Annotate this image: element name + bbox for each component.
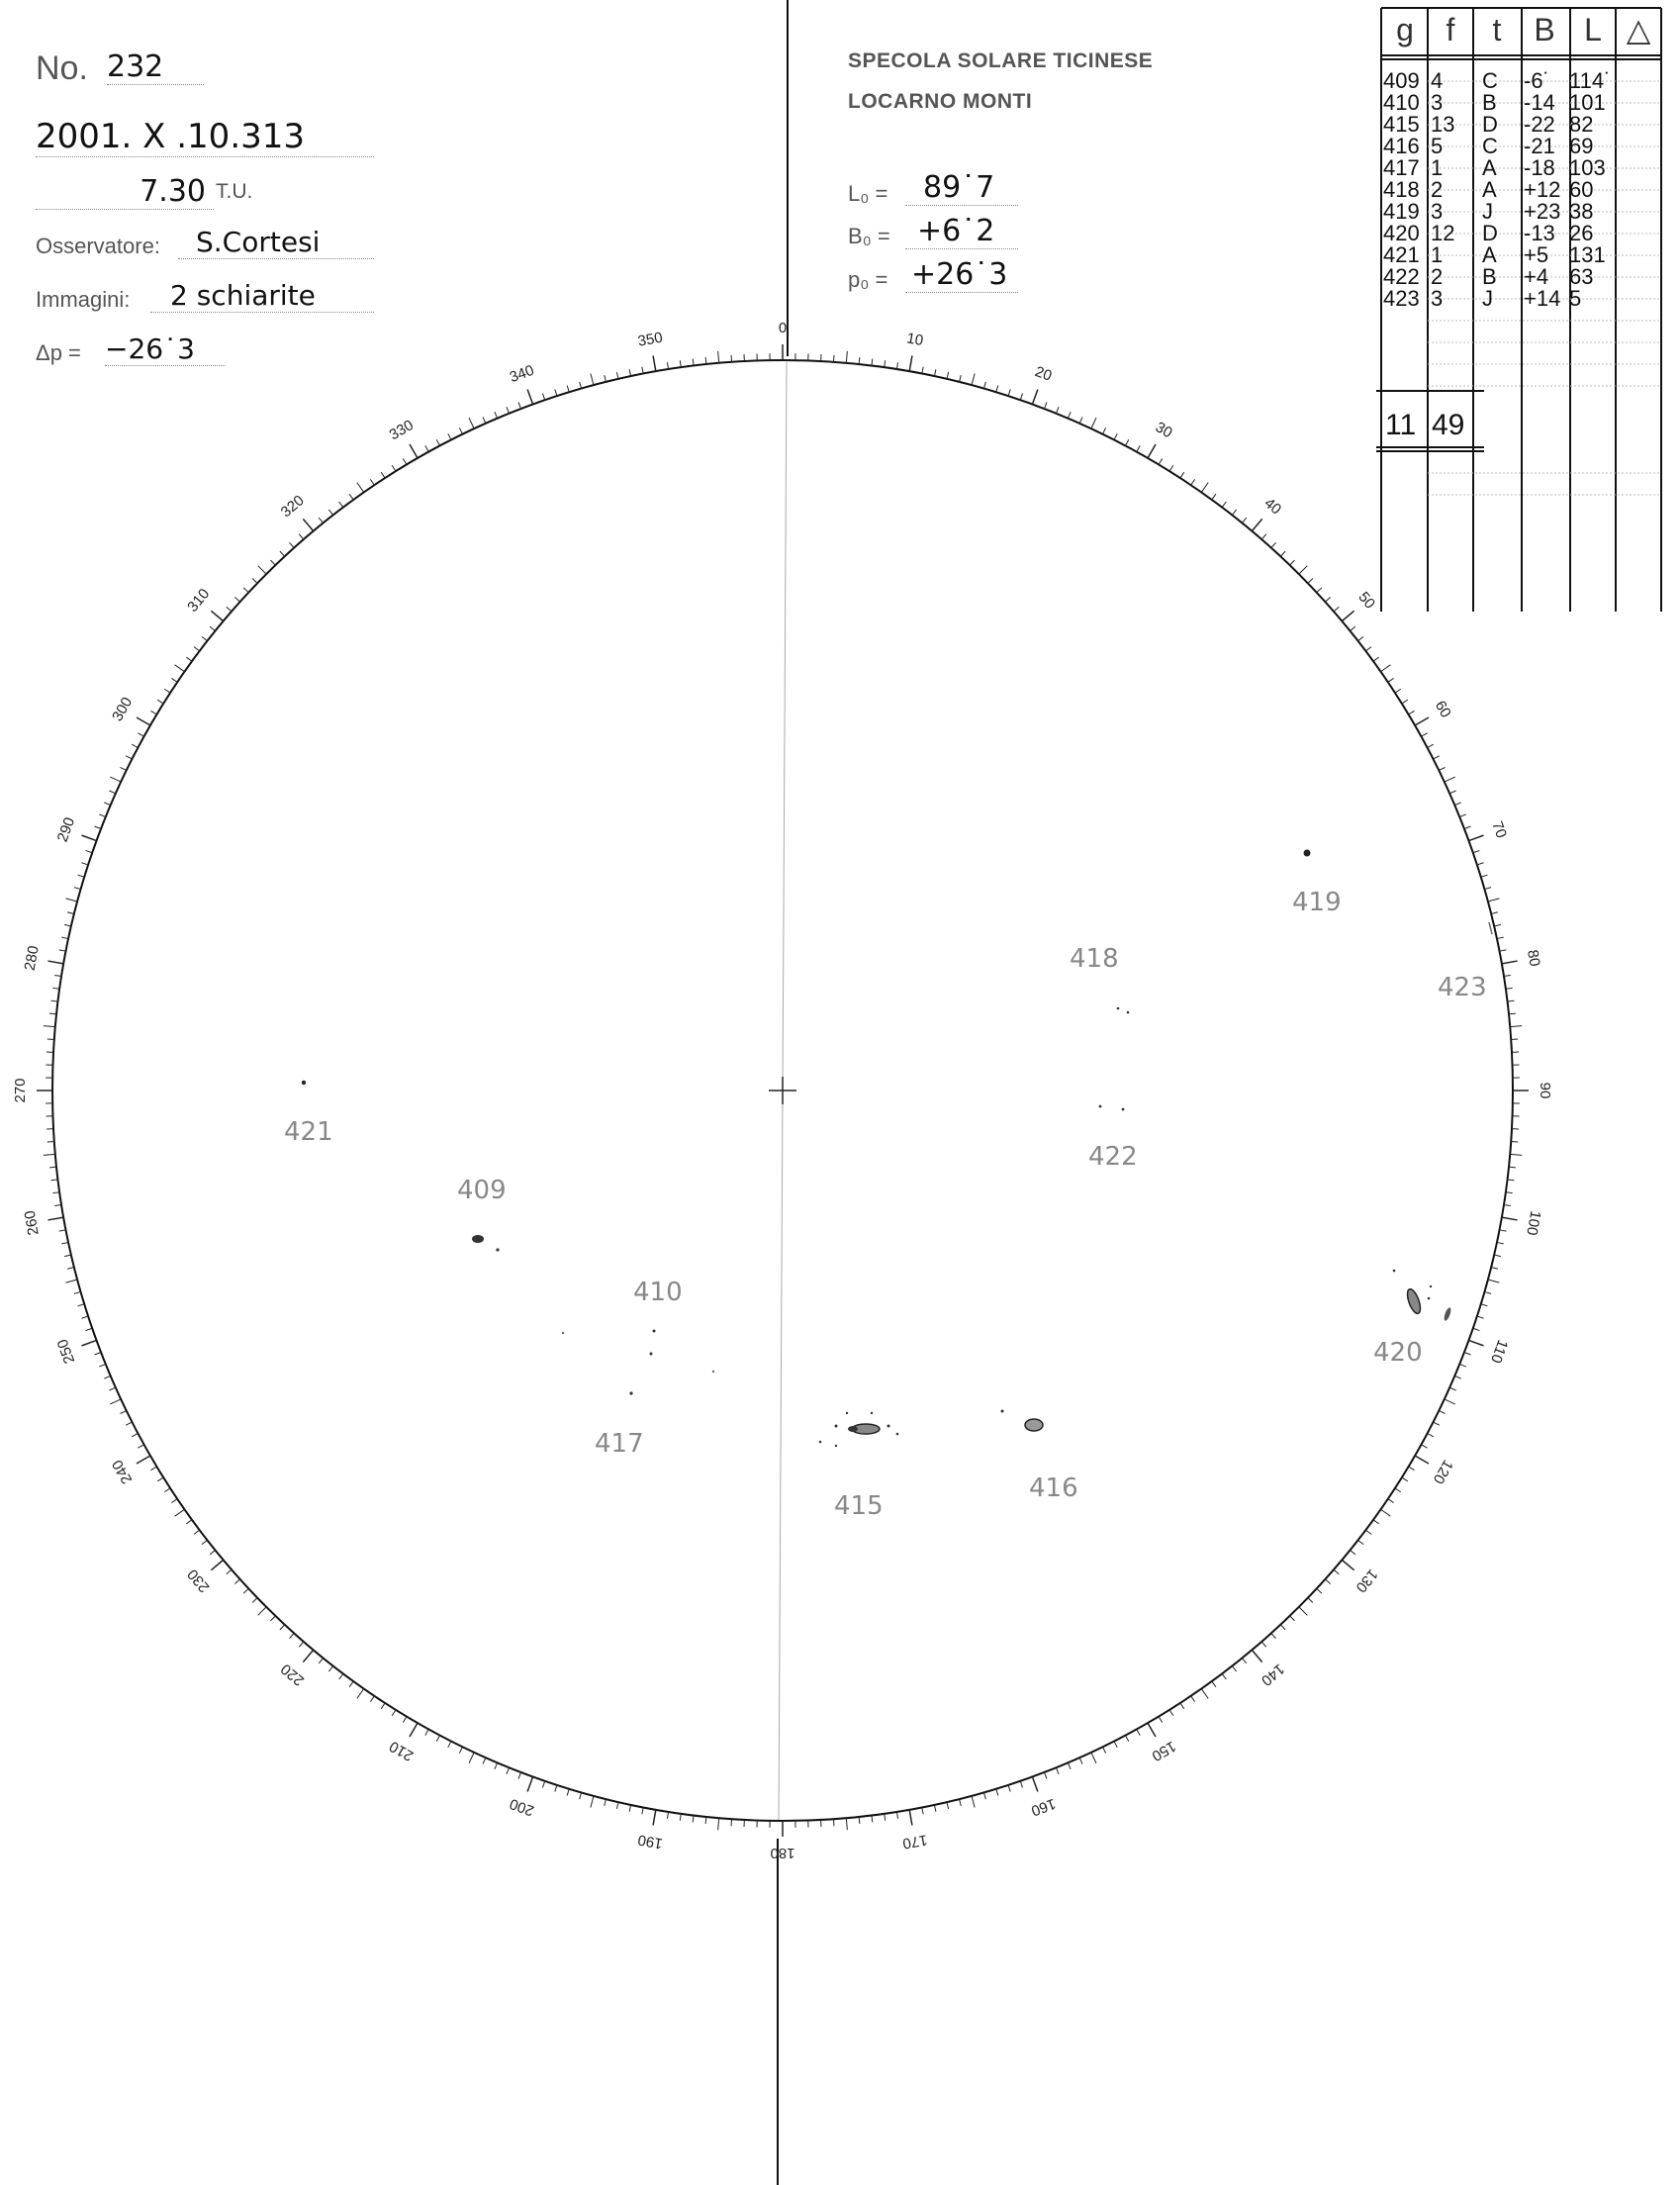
group-label-420: 420 — [1373, 1338, 1423, 1368]
table-cell: -6˙ — [1524, 68, 1550, 93]
degree-label: 0 — [778, 319, 788, 336]
table-cell: C — [1482, 68, 1498, 93]
group-label-419: 419 — [1292, 888, 1342, 917]
table-cell: 2 — [1431, 177, 1444, 202]
table-cell: C — [1482, 134, 1498, 158]
table-cell: 421 — [1383, 242, 1420, 267]
table-total-groups: 11 — [1385, 409, 1417, 441]
degree-label: 310 — [184, 585, 214, 616]
no-value: 232 — [107, 49, 204, 85]
degree-label: 60 — [1431, 698, 1454, 721]
degree-label: 10 — [905, 330, 925, 349]
table-cell: 418 — [1383, 177, 1420, 202]
table-header-delta: △ — [1626, 12, 1651, 48]
images-value: 2 schiarite — [150, 279, 374, 313]
table-cell: 3 — [1431, 286, 1444, 311]
degree-label: 300 — [109, 694, 137, 724]
degree-label: 210 — [386, 1737, 417, 1764]
table-cell: 3 — [1431, 199, 1444, 224]
table-cell: 422 — [1383, 264, 1420, 289]
table-cell: 410 — [1383, 90, 1420, 115]
spot-group-417-marks — [629, 1391, 632, 1394]
table-cell: A — [1482, 177, 1497, 202]
l0-value: 89˙7 — [905, 170, 1018, 206]
table-cell: 423 — [1383, 286, 1420, 311]
table-cell: D — [1482, 221, 1498, 245]
spot-group-410-marks — [562, 1330, 714, 1374]
table-cell: 1 — [1431, 155, 1444, 180]
table-cell: A — [1482, 242, 1497, 267]
observer-value: S.Cortesi — [178, 226, 374, 259]
table-cell: J — [1482, 199, 1493, 224]
degree-label: 320 — [277, 492, 308, 522]
degree-label: 30 — [1152, 419, 1175, 442]
table-cell: -18 — [1524, 155, 1555, 180]
spot-group-416-marks — [1001, 1410, 1044, 1432]
degree-label: 340 — [507, 361, 537, 387]
table-cell: 420 — [1383, 221, 1420, 245]
b0-label: B₀ = — [848, 224, 890, 248]
date-value: 2001. X .10.313 — [36, 117, 374, 157]
spot-group-419-marks — [1304, 850, 1311, 857]
observer-label: Osservatore: — [36, 234, 160, 258]
time-value: 7.30 — [36, 174, 214, 210]
degree-label: 20 — [1032, 363, 1055, 385]
table-cell: 82 — [1569, 112, 1594, 137]
table-cell: B — [1482, 90, 1497, 115]
p0-label: p₀ = — [848, 267, 888, 292]
degree-label: 260 — [21, 1208, 43, 1237]
table-cell: 131 — [1569, 242, 1606, 267]
spot-group-421-marks — [302, 1081, 306, 1085]
table-cell: 416 — [1383, 134, 1420, 158]
group-label-422: 422 — [1088, 1142, 1138, 1172]
table-cell: 101 — [1569, 90, 1606, 115]
table-cell: 13 — [1431, 112, 1455, 137]
b0-value: +6˙2 — [905, 214, 1018, 249]
table-total-spots: 49 — [1432, 409, 1465, 441]
degree-label: 230 — [184, 1566, 214, 1596]
table-cell: 2 — [1431, 264, 1444, 289]
degree-label: 280 — [21, 944, 43, 973]
group-label-417: 417 — [595, 1429, 644, 1459]
degree-label: 90 — [1537, 1082, 1554, 1099]
group-label-421: 421 — [284, 1117, 333, 1147]
table-cell: J — [1482, 286, 1493, 311]
table-cell: 26 — [1569, 221, 1594, 245]
table-cell: +14 — [1524, 286, 1561, 311]
table-cell: 114˙ — [1569, 68, 1612, 93]
time-unit: T.U. — [216, 180, 253, 203]
table-header-l: L — [1584, 12, 1602, 48]
table-cell: 38 — [1569, 199, 1594, 224]
degree-label: 160 — [1028, 1794, 1059, 1820]
table-cell: D — [1482, 112, 1498, 137]
degree-label: 350 — [636, 329, 665, 350]
spot-group-420-marks — [1393, 1270, 1452, 1322]
table-cell: 3 — [1431, 90, 1444, 115]
table-cell: +4 — [1524, 264, 1549, 289]
degree-label: 110 — [1486, 1337, 1512, 1366]
degree-label: 220 — [277, 1660, 308, 1689]
table-cell: 5 — [1431, 134, 1444, 158]
group-label-418: 418 — [1070, 944, 1119, 974]
spot-group-418-marks — [1117, 1007, 1130, 1014]
table-cell: 12 — [1431, 221, 1455, 245]
table-cell: 4 — [1431, 68, 1444, 93]
degree-label: 140 — [1258, 1660, 1288, 1689]
table-cell: 409 — [1383, 68, 1420, 93]
degree-label: 170 — [900, 1831, 929, 1852]
degree-label: 190 — [636, 1831, 665, 1852]
table-header-b: B — [1534, 12, 1555, 48]
table-header-t: t — [1492, 12, 1502, 48]
degree-label: 40 — [1260, 494, 1285, 519]
institute-line1: SPECOLA SOLARE TICINESE — [848, 49, 1154, 72]
degree-label: 200 — [507, 1794, 537, 1820]
degree-label: 330 — [386, 417, 417, 444]
degree-label: 240 — [109, 1457, 137, 1487]
spot-group-415-marks — [819, 1412, 899, 1447]
degree-label: 290 — [53, 814, 79, 845]
dp-label: Δp = — [36, 340, 81, 365]
l0-label: L₀ = — [848, 181, 888, 206]
degree-label: 180 — [770, 1845, 795, 1862]
no-label: No. — [36, 49, 88, 87]
degree-label: 100 — [1523, 1208, 1544, 1237]
degree-label: 250 — [53, 1336, 79, 1367]
spot-group-409-marks — [472, 1235, 500, 1252]
table-cell: B — [1482, 264, 1497, 289]
table-header-f: f — [1446, 12, 1455, 48]
table-cell: +5 — [1524, 242, 1549, 267]
degree-label: 270 — [11, 1078, 29, 1103]
table-cell: 415 — [1383, 112, 1420, 137]
table-cell: +23 — [1524, 199, 1561, 224]
degree-label: 120 — [1429, 1457, 1456, 1487]
group-label-410: 410 — [633, 1278, 683, 1307]
degree-label: 70 — [1488, 818, 1510, 841]
group-label-409: 409 — [457, 1176, 507, 1205]
degree-label: 130 — [1352, 1566, 1381, 1596]
spot-group-422-marks — [1099, 1105, 1125, 1111]
table-cell: 60 — [1569, 177, 1594, 202]
table-cell: +12 — [1524, 177, 1561, 202]
table-cell: 63 — [1569, 264, 1594, 289]
degree-label: 50 — [1354, 588, 1379, 613]
table-cell: 419 — [1383, 199, 1420, 224]
group-label-415: 415 — [834, 1491, 884, 1521]
table-cell: -13 — [1524, 221, 1555, 245]
images-label: Immagini: — [36, 287, 131, 312]
table-cell: 5 — [1569, 286, 1582, 311]
table-header-g: g — [1396, 12, 1414, 48]
degree-label: 80 — [1524, 948, 1543, 968]
degree-label: 150 — [1149, 1737, 1179, 1764]
p0-value: +26˙3 — [905, 257, 1018, 293]
table-cell: -21 — [1524, 134, 1555, 158]
dp-value: −26˙3 — [105, 332, 226, 366]
institute-line2: LOCARNO MONTI — [848, 90, 1033, 113]
group-label-416: 416 — [1029, 1473, 1078, 1503]
table-cell: 103 — [1569, 155, 1606, 180]
table-cell: -14 — [1524, 90, 1555, 115]
table-cell: -22 — [1524, 112, 1555, 137]
table-cell: 1 — [1431, 242, 1444, 267]
spot-group-423-marks — [1489, 922, 1492, 934]
group-label-423: 423 — [1438, 973, 1487, 1002]
table-cell: 69 — [1569, 134, 1594, 158]
table-cell: 417 — [1383, 155, 1420, 180]
table-cell: A — [1482, 155, 1497, 180]
